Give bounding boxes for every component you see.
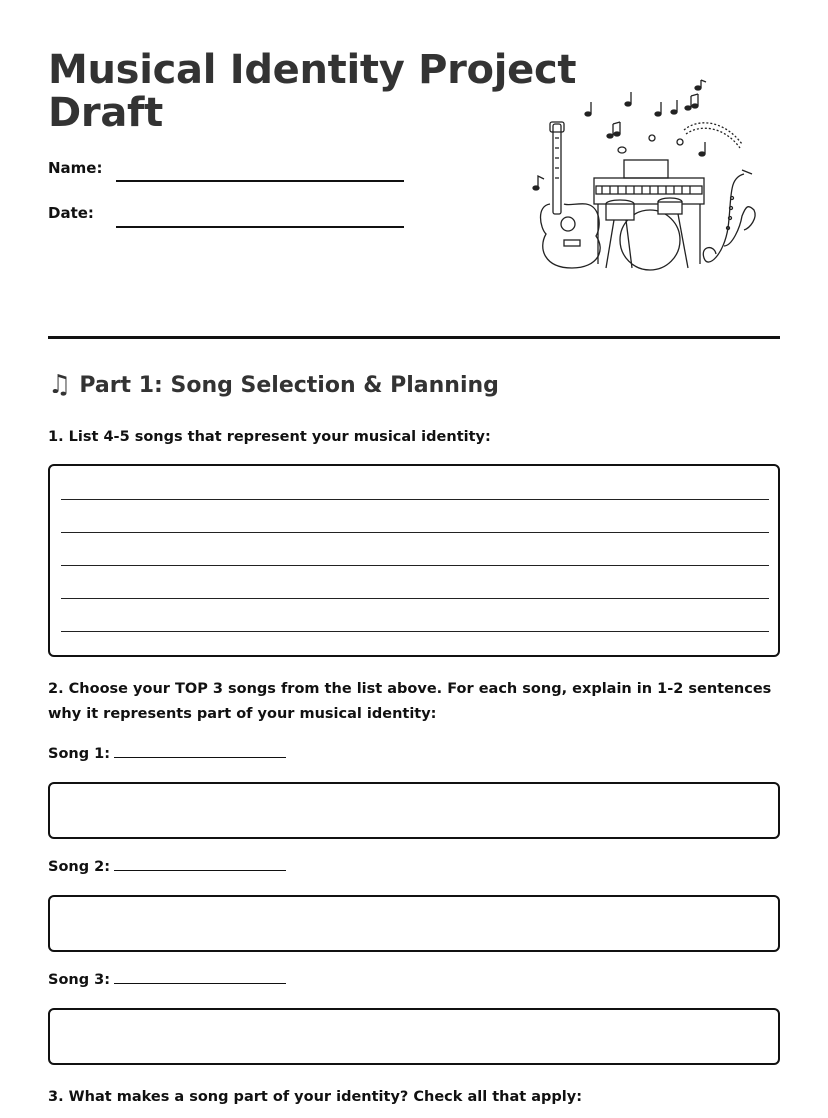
page-title (48, 49, 576, 135)
part1-heading (48, 372, 499, 398)
music-notes-icon (585, 80, 706, 156)
song-1-title-field[interactable] (114, 745, 286, 758)
song-1-label (48, 745, 286, 762)
musical-instruments-illustration (528, 78, 760, 274)
answer-line[interactable] (61, 532, 769, 533)
song-2-explanation-box[interactable] (48, 895, 780, 952)
date-field[interactable] (116, 226, 404, 228)
question-2: 2. Choose your TOP 3 songs from the list above. For each song, explain in 1-2 sentences why it represents part of your musical identity: (48, 681, 772, 722)
song-3-label-text: Song 3: (48, 972, 111, 988)
title-line-2: Draft (48, 90, 163, 136)
song-2-label (48, 858, 286, 875)
name-field[interactable] (116, 180, 404, 182)
answer-line[interactable] (61, 631, 769, 632)
drum-kit-icon (606, 198, 688, 270)
music-note-icon: ♫ (48, 370, 72, 400)
song-list-box[interactable] (48, 464, 780, 657)
song-2-label-text: Song 2: (48, 859, 111, 875)
part1-heading-text: Part 1: Song Selection & Planning (79, 372, 499, 398)
answer-line[interactable] (61, 499, 769, 500)
saxophone-icon (703, 170, 755, 262)
section-divider (48, 336, 780, 339)
guitar-icon (541, 122, 601, 268)
song-1-explanation-box[interactable] (48, 782, 780, 839)
song-2-title-field[interactable] (114, 858, 286, 871)
song-1-label-text: Song 1: (48, 746, 111, 762)
name-label: Name: (48, 159, 103, 177)
date-label: Date: (48, 204, 94, 222)
question-1: 1. List 4-5 songs that represent your musical identity: (48, 429, 491, 445)
question-3: 3. What makes a song part of your identity? Check all that apply: (48, 1089, 583, 1105)
song-3-explanation-box[interactable] (48, 1008, 780, 1065)
song-3-title-field[interactable] (114, 971, 286, 984)
answer-line[interactable] (61, 598, 769, 599)
title-line-1: Musical Identity Project (48, 47, 577, 93)
answer-line[interactable] (61, 565, 769, 566)
song-3-label (48, 971, 286, 988)
